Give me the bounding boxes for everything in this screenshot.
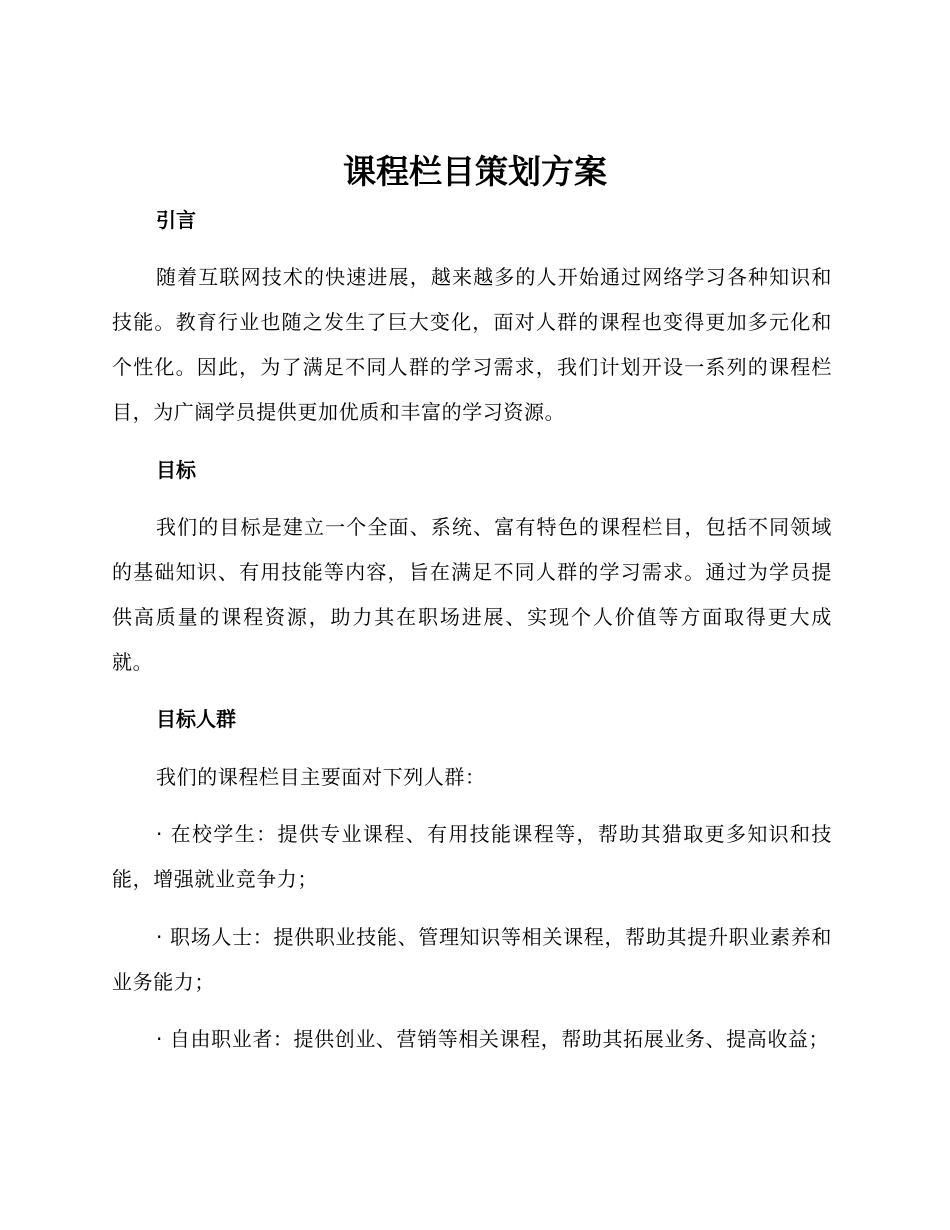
paragraph-audience-intro: 我们的课程栏目主要面对下列人群：: [156, 765, 486, 789]
section-heading-audience: 目标人群: [156, 707, 236, 731]
list-item-professionals: · 职场人士：提供职业技能、管理知识等相关课程，帮助其提升职业素养和业务能力；: [112, 925, 832, 994]
paragraph-goal: 我们的目标是建立一个全面、系统、富有特色的课程栏目，包括不同领域的基础知识、有用技能等内容，旨在满足不同人群的学习需求。通过为学员提供高质量的课程资源，助力其在职场进展、实现个人价值等方面取得更大成就。: [112, 515, 832, 674]
list-item-freelancers: · 自由职业者：提供创业、营销等相关课程，帮助其拓展业务、提高收益；: [156, 1027, 830, 1051]
section-heading-intro: 引言: [156, 208, 196, 232]
list-item-students: · 在校学生：提供专业课程、有用技能课程等，帮助其猎取更多知识和技能，增强就业竞争力；: [112, 822, 832, 891]
section-heading-goal: 目标: [156, 458, 196, 482]
paragraph-intro: 随着互联网技术的快速进展，越来越多的人开始通过网络学习各种知识和技能。教育行业也随之发生了巨大变化，面对人群的课程也变得更加多元化和个性化。因此，为了满足不同人群的学习需求，我们计划开设一系列的课程栏目，为广阔学员提供更加优质和丰富的学习资源。: [112, 265, 832, 424]
document-title: 课程栏目策划方案: [343, 152, 607, 191]
